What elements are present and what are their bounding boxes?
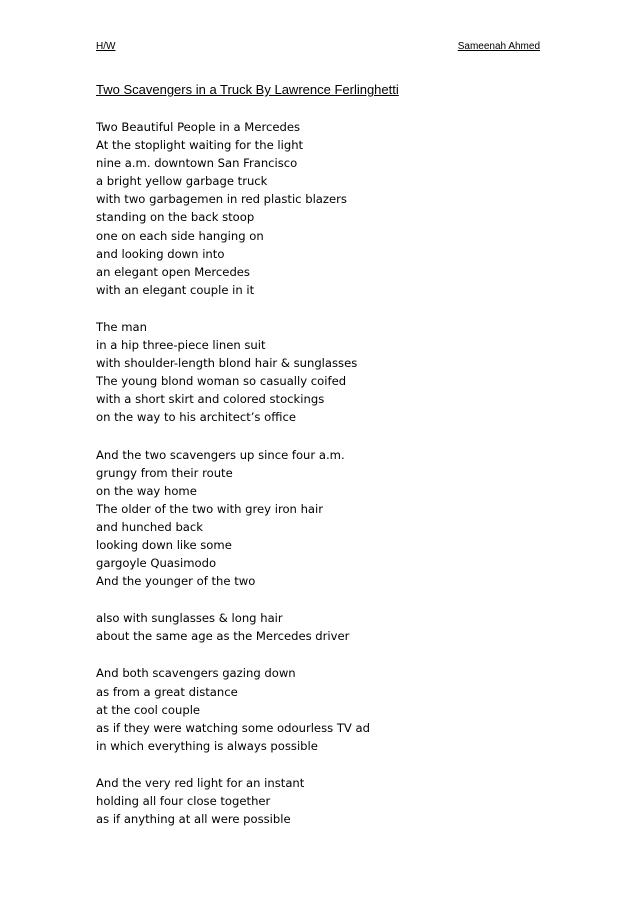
poem-line: And both scavengers gazing down bbox=[96, 666, 296, 681]
poem-line: holding all four close together bbox=[96, 794, 271, 808]
poem-line: gargoyle Quasimodo bbox=[96, 556, 217, 571]
poem-line: with a short skirt and colored stockings bbox=[96, 392, 325, 407]
poem-title: Two Scavengers in a Truck By Lawrence Ferlinghetti bbox=[96, 82, 399, 97]
poem-line: standing on the back stoop bbox=[96, 210, 255, 225]
poem-line: as from a great distance bbox=[96, 684, 238, 699]
poem-line: an elegant open Mercedes bbox=[96, 264, 250, 279]
header-author-name: Sameenah Ahmed bbox=[457, 41, 540, 52]
poem-stanza bbox=[96, 664, 556, 754]
poem-line: And the very red light for an instant bbox=[96, 775, 305, 790]
poem-line: The man bbox=[96, 319, 147, 334]
poem-line: with an elegant couple in it bbox=[96, 282, 255, 297]
poem-line: Two Beautiful People in a Mercedes bbox=[96, 120, 300, 134]
poem-stanza bbox=[96, 774, 556, 828]
poem-line: And the two scavengers up since four a.m. bbox=[96, 447, 345, 462]
poem-stanza bbox=[96, 118, 556, 299]
poem-line: The older of the two with grey iron hair bbox=[96, 501, 324, 516]
poem-line: a bright yellow garbage truck bbox=[96, 174, 268, 189]
poem-line: one on each side hanging on bbox=[96, 228, 264, 243]
poem-line: also with sunglasses & long hair bbox=[96, 611, 283, 626]
poem-line: on the way to his architect’s office bbox=[96, 410, 296, 425]
poem-line: and looking down into bbox=[96, 246, 225, 261]
poem-line: grungy from their route bbox=[96, 465, 233, 480]
poem-line: in which everything is always possible bbox=[96, 738, 318, 753]
poem-line: At the stoplight waiting for the light bbox=[96, 138, 304, 153]
poem-line: looking down like some bbox=[96, 537, 232, 552]
poem-line: as if anything at all were possible bbox=[96, 812, 291, 827]
poem-stanza bbox=[96, 318, 556, 427]
poem-line: with shoulder-length blond hair & sunglasses bbox=[96, 356, 358, 371]
poem-line: with two garbagemen in red plastic blazers bbox=[96, 192, 347, 207]
poem-line: on the way home bbox=[96, 483, 197, 498]
poem-stanza bbox=[96, 446, 556, 591]
poem-line: as if they were watching some odourless TV ad bbox=[96, 720, 370, 735]
poem-line: at the cool couple bbox=[96, 702, 201, 717]
poem-line: And the younger of the two bbox=[96, 574, 256, 589]
poem-line: and hunched back bbox=[96, 519, 203, 534]
poem-body bbox=[96, 118, 556, 847]
header-left-label: H/W bbox=[96, 41, 116, 52]
poem-line: about the same age as the Mercedes driver bbox=[96, 629, 350, 644]
poem-stanza bbox=[96, 609, 556, 645]
poem-line: nine a.m. downtown San Francisco bbox=[96, 156, 298, 171]
poem-line: The young blond woman so casually coifed bbox=[96, 374, 347, 389]
poem-line: in a hip three-piece linen suit bbox=[96, 338, 266, 353]
